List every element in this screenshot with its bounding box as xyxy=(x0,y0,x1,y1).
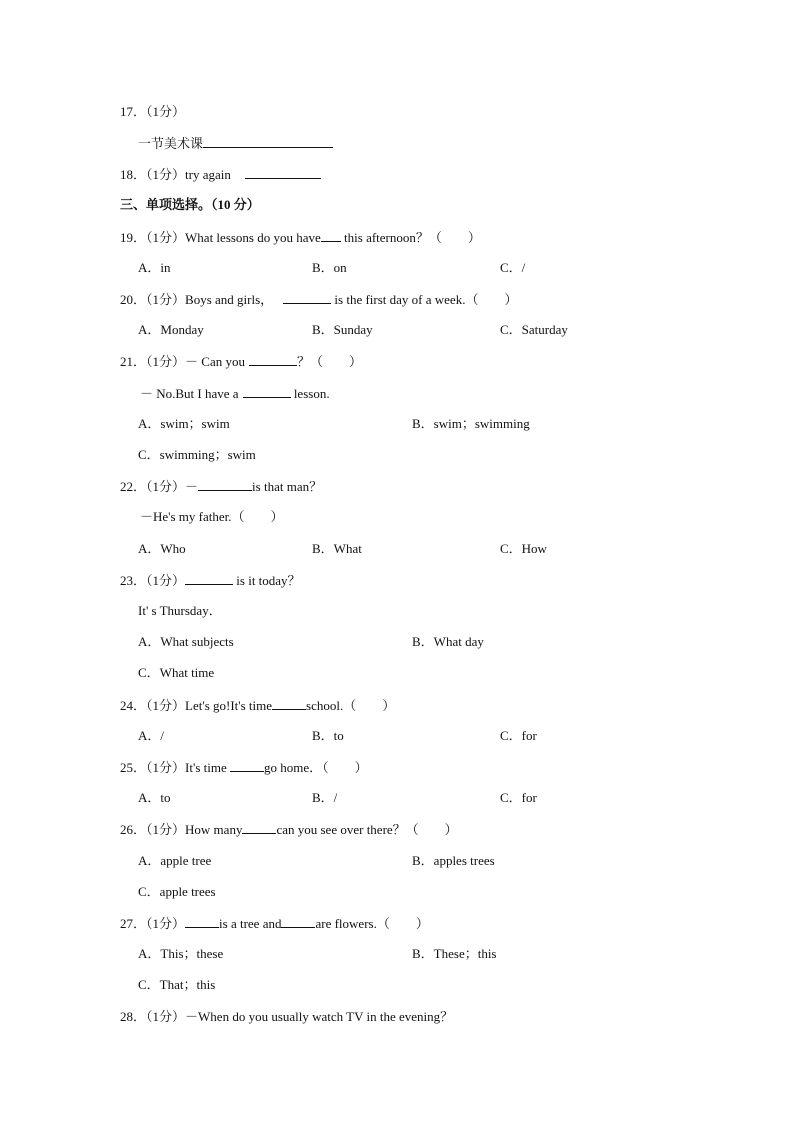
option-b[interactable]: B．on xyxy=(312,260,347,275)
question-score: （1分） xyxy=(146,479,186,494)
question-score: （1分） xyxy=(146,573,186,588)
option-a[interactable]: A．Who xyxy=(138,541,186,556)
option-b[interactable]: B．to xyxy=(312,728,344,743)
prompt-text: How many xyxy=(185,822,243,837)
prompt-text: ？（ ） xyxy=(296,354,362,369)
question-23 xyxy=(120,572,301,589)
prompt-text: try again xyxy=(185,167,231,182)
option-c[interactable]: C．That；this xyxy=(138,977,216,992)
option-a[interactable]: A．This；these xyxy=(138,946,224,961)
section-title: 三、单项选择。（10 分） xyxy=(120,197,260,212)
question-17 xyxy=(120,104,185,120)
answer-blank[interactable] xyxy=(272,697,306,710)
option-a[interactable]: A．to xyxy=(138,790,171,805)
question-number: 20． xyxy=(120,292,147,307)
question-score: （1分） xyxy=(146,1009,186,1024)
prompt-text: 一节美术课 xyxy=(138,136,204,151)
option-b[interactable]: B．swim；swimming xyxy=(412,416,530,431)
option-c[interactable]: C．for xyxy=(500,790,537,805)
option-a[interactable]: A．swim；swim xyxy=(138,416,230,431)
question-score: （1分） xyxy=(146,104,186,119)
question-number: 27． xyxy=(120,916,147,931)
question-number: 28． xyxy=(120,1009,147,1024)
answer-blank[interactable] xyxy=(230,759,264,772)
question-24 xyxy=(120,697,395,714)
prompt-text: It's time xyxy=(185,760,230,775)
prompt-text: － No.But I have a xyxy=(140,386,239,401)
question-score: （1分） xyxy=(146,292,186,307)
question-26 xyxy=(120,821,458,838)
answer-blank[interactable] xyxy=(283,291,331,304)
option-b[interactable]: B．/ xyxy=(312,790,338,805)
prompt-text: is a tree and xyxy=(219,916,282,931)
answer-blank[interactable] xyxy=(185,572,233,585)
question-score: （1分） xyxy=(146,698,186,713)
prompt-text: － Can you xyxy=(185,354,245,369)
question-19 xyxy=(120,229,481,246)
option-b[interactable]: B．apples trees xyxy=(412,853,495,868)
answer-blank[interactable] xyxy=(203,135,333,148)
option-a[interactable]: A．Monday xyxy=(138,322,204,337)
question-22-reply: －He's my father.（ ） xyxy=(140,509,284,524)
prompt-text: can you see over there？（ ） xyxy=(276,822,458,837)
answer-blank[interactable] xyxy=(185,915,219,928)
question-27 xyxy=(120,915,429,932)
option-a[interactable]: A．What subjects xyxy=(138,634,234,649)
answer-blank[interactable] xyxy=(243,385,291,398)
question-17-prompt xyxy=(138,135,333,152)
question-number: 26． xyxy=(120,822,147,837)
prompt-text: go home．（ ） xyxy=(263,760,368,775)
option-b[interactable]: B．What day xyxy=(412,634,484,649)
question-score: （1分） xyxy=(146,760,186,775)
question-23-reply: It' s Thursday． xyxy=(138,603,222,618)
answer-blank[interactable] xyxy=(321,229,341,242)
question-score: （1分） xyxy=(146,354,186,369)
answer-blank[interactable] xyxy=(249,353,297,366)
prompt-text: Boys and girls， xyxy=(185,292,274,307)
question-number: 17． xyxy=(120,104,147,119)
answer-blank[interactable] xyxy=(281,915,315,928)
question-number: 18． xyxy=(120,167,147,182)
question-number: 21． xyxy=(120,354,147,369)
option-a[interactable]: A．/ xyxy=(138,728,165,743)
question-20 xyxy=(120,291,517,308)
question-21-reply xyxy=(140,385,330,402)
prompt-text: Let's go!It's time xyxy=(185,698,273,713)
question-score: （1分） xyxy=(146,916,186,931)
option-c[interactable]: C．for xyxy=(500,728,537,743)
option-c[interactable]: C．How xyxy=(500,541,547,556)
question-score: （1分） xyxy=(146,230,186,245)
option-c[interactable]: C．swimming；swim xyxy=(138,447,256,462)
answer-blank[interactable] xyxy=(242,821,276,834)
question-22 xyxy=(120,478,322,495)
prompt-text: is it today？ xyxy=(233,573,301,588)
answer-blank[interactable] xyxy=(245,166,321,179)
option-a[interactable]: A．apple tree xyxy=(138,853,212,868)
option-c[interactable]: C．What time xyxy=(138,665,215,680)
question-18 xyxy=(120,166,321,183)
option-c[interactable]: C．/ xyxy=(500,260,526,275)
option-b[interactable]: B．What xyxy=(312,541,362,556)
prompt-text: school.（ ） xyxy=(306,698,396,713)
prompt-text: are flowers.（ ） xyxy=(315,916,429,931)
question-25 xyxy=(120,759,368,776)
prompt-text: What lessons do you have xyxy=(185,230,321,245)
question-28 xyxy=(120,1009,453,1025)
option-b[interactable]: B．These；this xyxy=(412,946,497,961)
prompt-text: this afternoon？（ ） xyxy=(340,230,481,245)
prompt-text: is the first day of a week.（ ） xyxy=(331,292,518,307)
prompt-text: －When do you usually watch TV in the evening？ xyxy=(185,1009,454,1024)
question-score: （1分） xyxy=(146,167,186,182)
option-b[interactable]: B．Sunday xyxy=(312,322,373,337)
question-number: 22． xyxy=(120,479,147,494)
option-a[interactable]: A．in xyxy=(138,260,171,275)
question-number: 23． xyxy=(120,573,147,588)
question-number: 24． xyxy=(120,698,147,713)
option-c[interactable]: C．apple trees xyxy=(138,884,216,899)
question-21 xyxy=(120,353,362,370)
question-number: 19． xyxy=(120,230,147,245)
prompt-text: is that man？ xyxy=(252,479,323,494)
question-score: （1分） xyxy=(146,822,186,837)
question-number: 25． xyxy=(120,760,147,775)
option-c[interactable]: C．Saturday xyxy=(500,322,568,337)
prompt-text: lesson. xyxy=(290,386,330,401)
answer-blank[interactable] xyxy=(198,478,252,491)
prompt-text: － xyxy=(185,479,199,494)
